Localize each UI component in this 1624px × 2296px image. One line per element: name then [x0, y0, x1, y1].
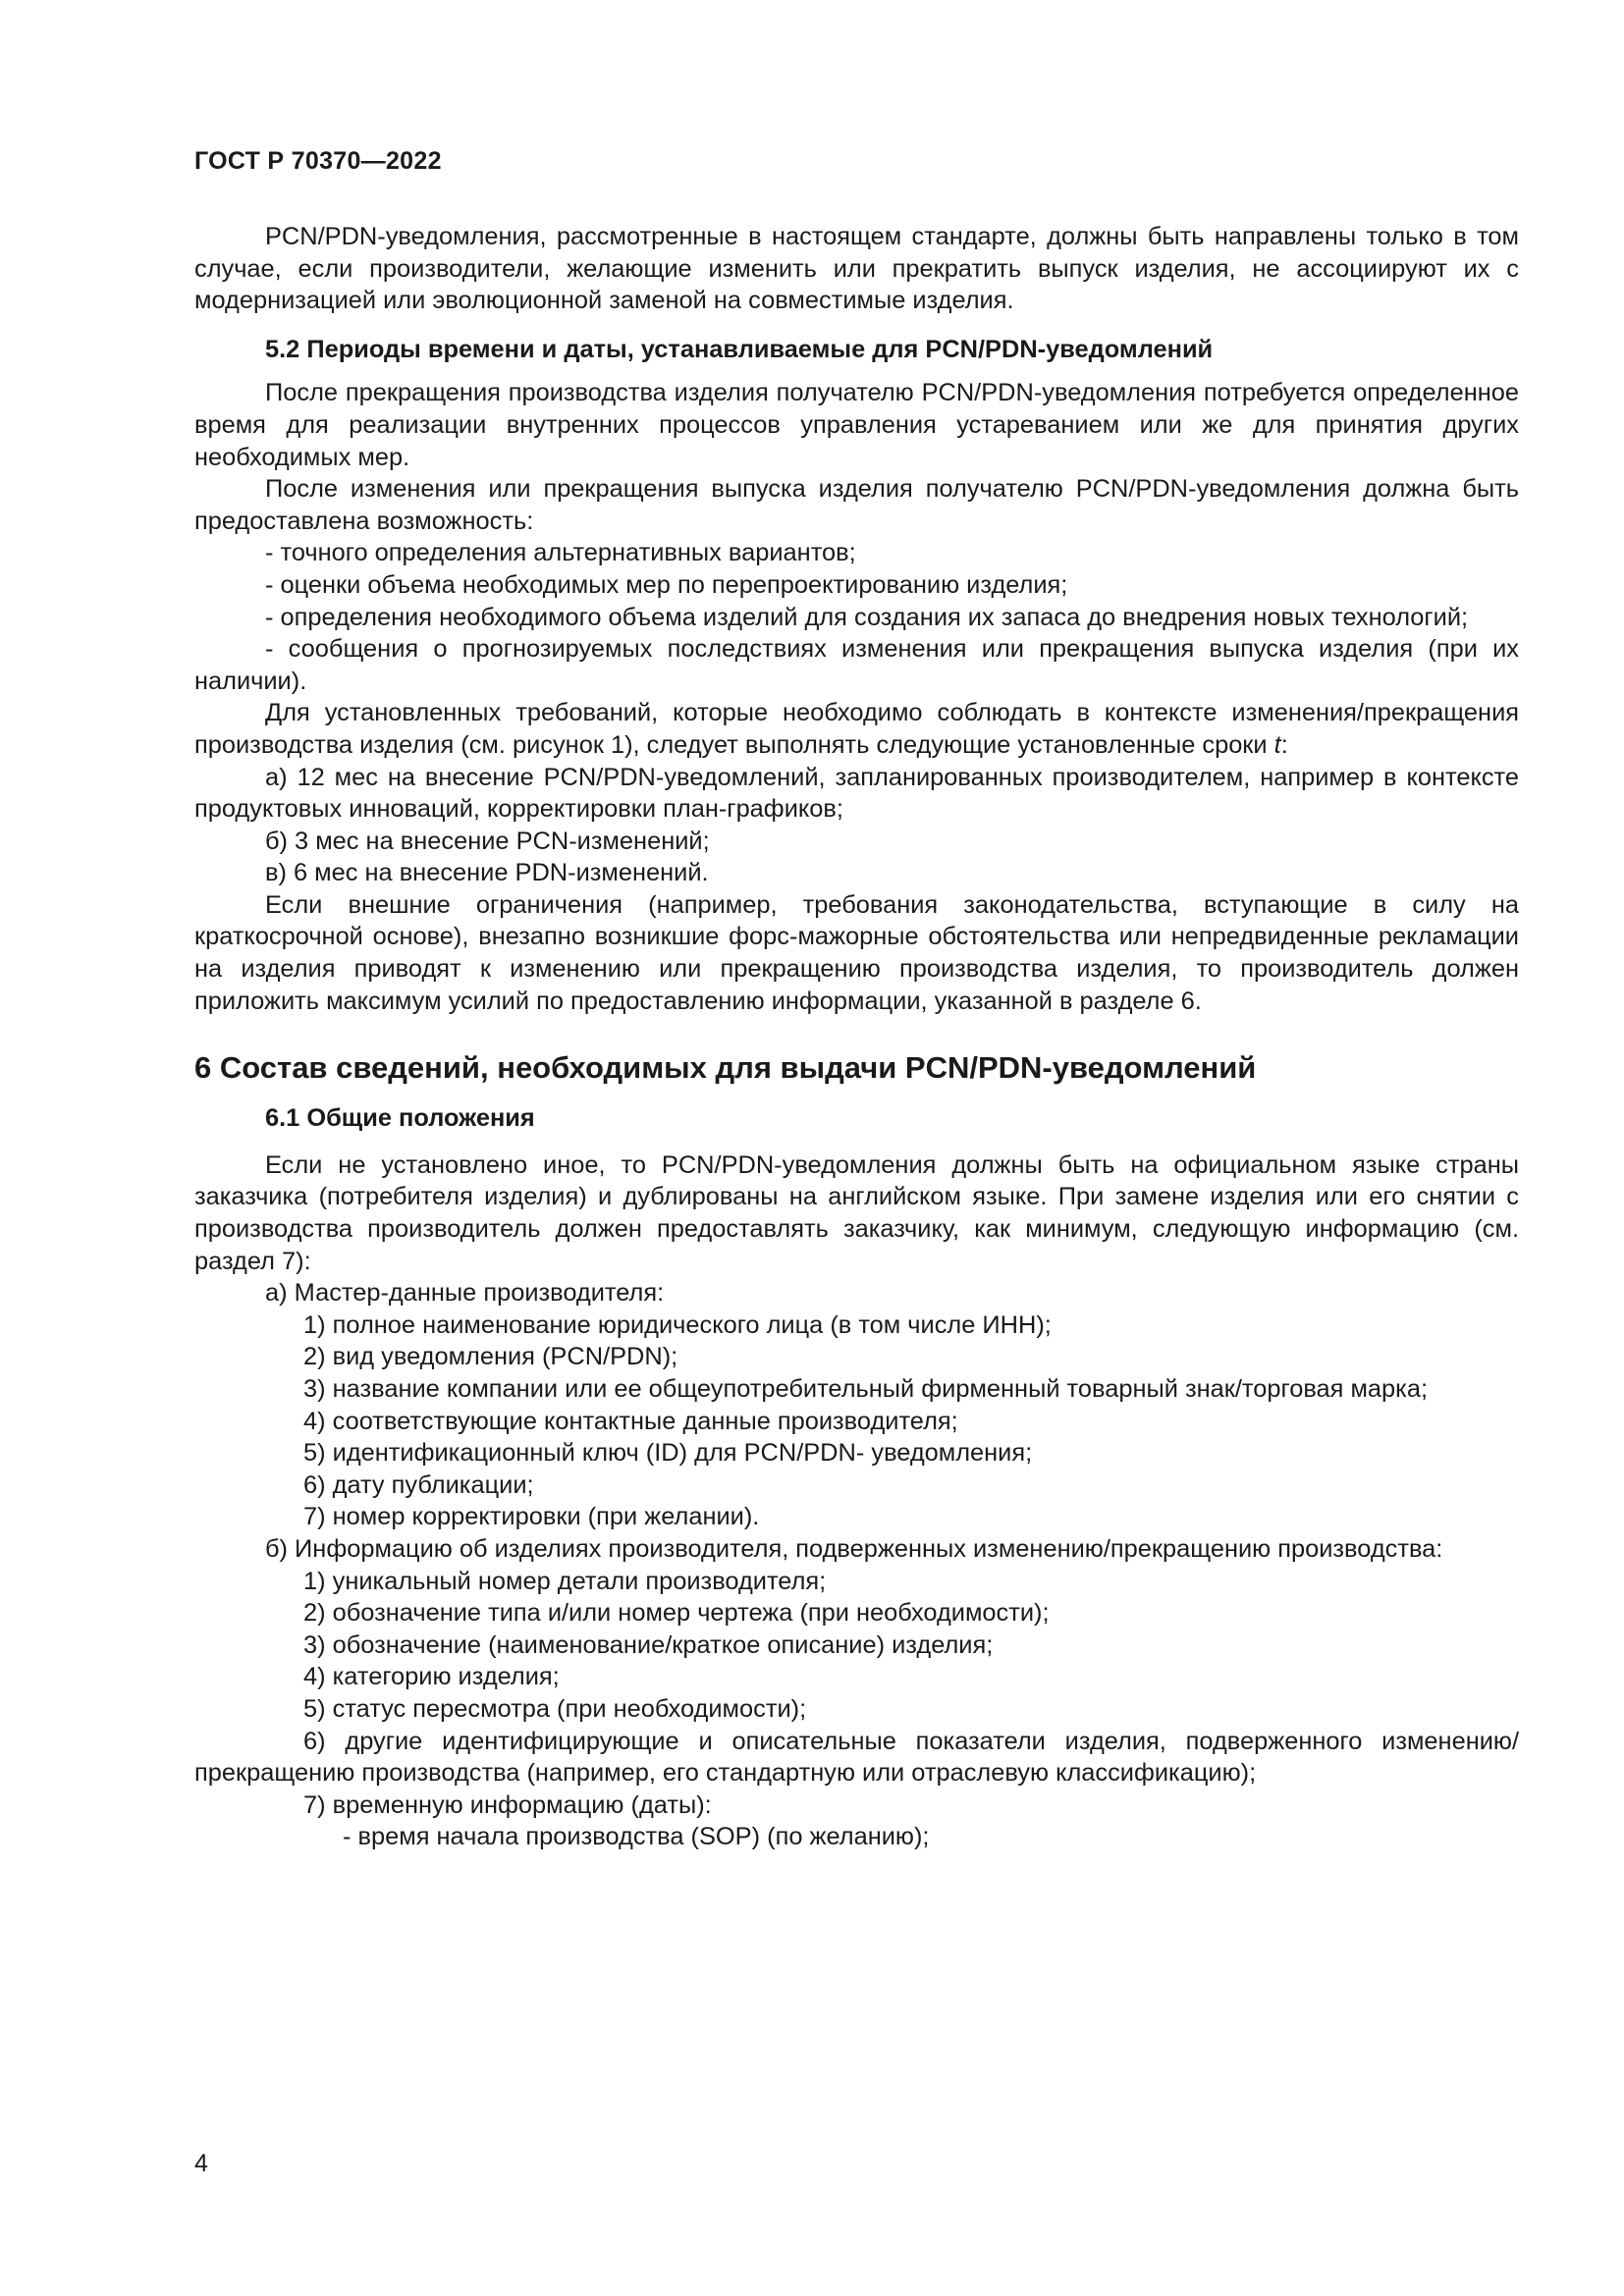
- sub-list-item: 7) временную информацию (даты):: [303, 1790, 712, 1819]
- sub-list-item: 6) другие идентифицирующие и описательные показатели изделия, подверженного изменению/прекращению производства (например, его стандартную или отраслевую классификацию);: [194, 1727, 1519, 1788]
- sub-list-item: 7) номер корректировки (при желании).: [303, 1503, 760, 1531]
- sub-list-item: 5) идентификационный ключ (ID) для PCN/PDN- уведомления;: [303, 1439, 1033, 1468]
- dash-item: - сообщения о прогнозируемых последствиях изменения или прекращения выпуска изделия (при их наличии).: [194, 635, 1519, 695]
- variable-t: t: [1273, 730, 1281, 759]
- paragraph-end: :: [1280, 730, 1288, 759]
- page-number: 4: [194, 2150, 208, 2177]
- dash-item: - определения необходимого объема изделий для создания их запаса до внедрения новых технологий;: [265, 603, 1469, 631]
- list-item: б) 3 мес на внесение PCN-изменений;: [265, 827, 710, 855]
- sub-list-item: 2) обозначение типа и/или номер чертежа (при необходимости);: [303, 1599, 1050, 1628]
- paragraph: После прекращения производства изделия получателю PCN/PDN-уведомления потребуется определенное время для реализации внутренних процессов управления устареванием или же для принятия других необходимых мер.: [194, 379, 1519, 471]
- paragraph: После изменения или прекращения выпуска изделия получателю PCN/PDN-уведомления должна быть предоставлена возможность:: [194, 475, 1519, 535]
- dash-item: - точного определения альтернативных вариантов;: [265, 539, 856, 567]
- sub-list-item: 1) полное наименование юридического лица (в том числе ИНН);: [303, 1310, 1052, 1339]
- dash-item: - оценки объема необходимых мер по перепроектированию изделия;: [265, 570, 1068, 599]
- sub-list-item: 3) обозначение (наименование/краткое описание) изделия;: [303, 1630, 994, 1659]
- sub-list-item: 2) вид уведомления (PCN/PDN);: [303, 1343, 678, 1371]
- sub-list-item: 3) название компании или ее общеупотребительный фирменный товарный знак/торговая марка;: [303, 1375, 1428, 1403]
- list-item: а) Мастер-данные производителя:: [265, 1279, 665, 1308]
- list-item: б) Информацию об изделиях производителя, подверженных изменению/прекращению производства:: [265, 1534, 1443, 1563]
- sub-list-item: 4) соответствующие контактные данные производителя;: [303, 1407, 958, 1435]
- dash-item: - время начала производства (SOP) (по желанию);: [343, 1823, 930, 1851]
- section-6-heading: 6 Состав сведений, необходимых для выдачи PCN/PDN-уведомлений: [194, 1050, 1257, 1086]
- section-5-2-heading: 5.2 Периоды времени и даты, устанавливаемые для PCN/PDN-уведомлений: [265, 335, 1214, 363]
- sub-list-item: 5) статус пересмотра (при необходимости);: [303, 1694, 807, 1723]
- paragraph: Если внешние ограничения (например, требования законодательства, вступающие в силу на краткосрочной основе), внезапно возникшие форс-мажорные обстоятельства или непредвиденные рекламации на изделия приводят к изменению или прекращению производства изделия, то производитель должен приложить максимум усилий по предоставлению информации, указанной в разделе 6.: [194, 890, 1519, 1015]
- sub-list-item: 6) дату публикации;: [303, 1470, 534, 1499]
- standard-header: ГОСТ Р 70370—2022: [194, 147, 442, 175]
- section-6-1-heading: 6.1 Общие положения: [265, 1104, 535, 1133]
- sub-list-item: 4) категорию изделия;: [303, 1663, 560, 1691]
- document-body: [194, 221, 1519, 1853]
- paragraph: Если не установлено иное, то PCN/PDN-уведомления должны быть на официальном языке страны заказчика (потребителя изделия) и дублированы на английском языке. При замене изделия или его снятии с производства производитель должен предоставлять заказчику, как минимум, следующую информацию (см. раздел 7):: [194, 1150, 1519, 1275]
- list-item: в) 6 мес на внесение PDN-изменений.: [265, 859, 709, 887]
- sub-list-item: 1) уникальный номер детали производителя;: [303, 1567, 827, 1595]
- paragraph: [194, 697, 1519, 761]
- paragraph-text: Для установленных требований, которые необходимо соблюдать в контексте изменения/прекращения производства изделия (см. рисунок 1), следует выполнять следующие установленные сроки: [194, 699, 1519, 759]
- intro-paragraph: PCN/PDN-уведомления, рассмотренные в настоящем стандарте, должны быть направлены только в том случае, если производители, желающие изменить или прекратить выпуск изделия, не ассоциируют их с модернизацией или эволюционной заменой на совместимые изделия.: [194, 223, 1519, 315]
- list-item: а) 12 мес на внесение PCN/PDN-уведомлений, запланированных производителем, например в контексте продуктовых инноваций, корректировки план-графиков;: [194, 763, 1519, 824]
